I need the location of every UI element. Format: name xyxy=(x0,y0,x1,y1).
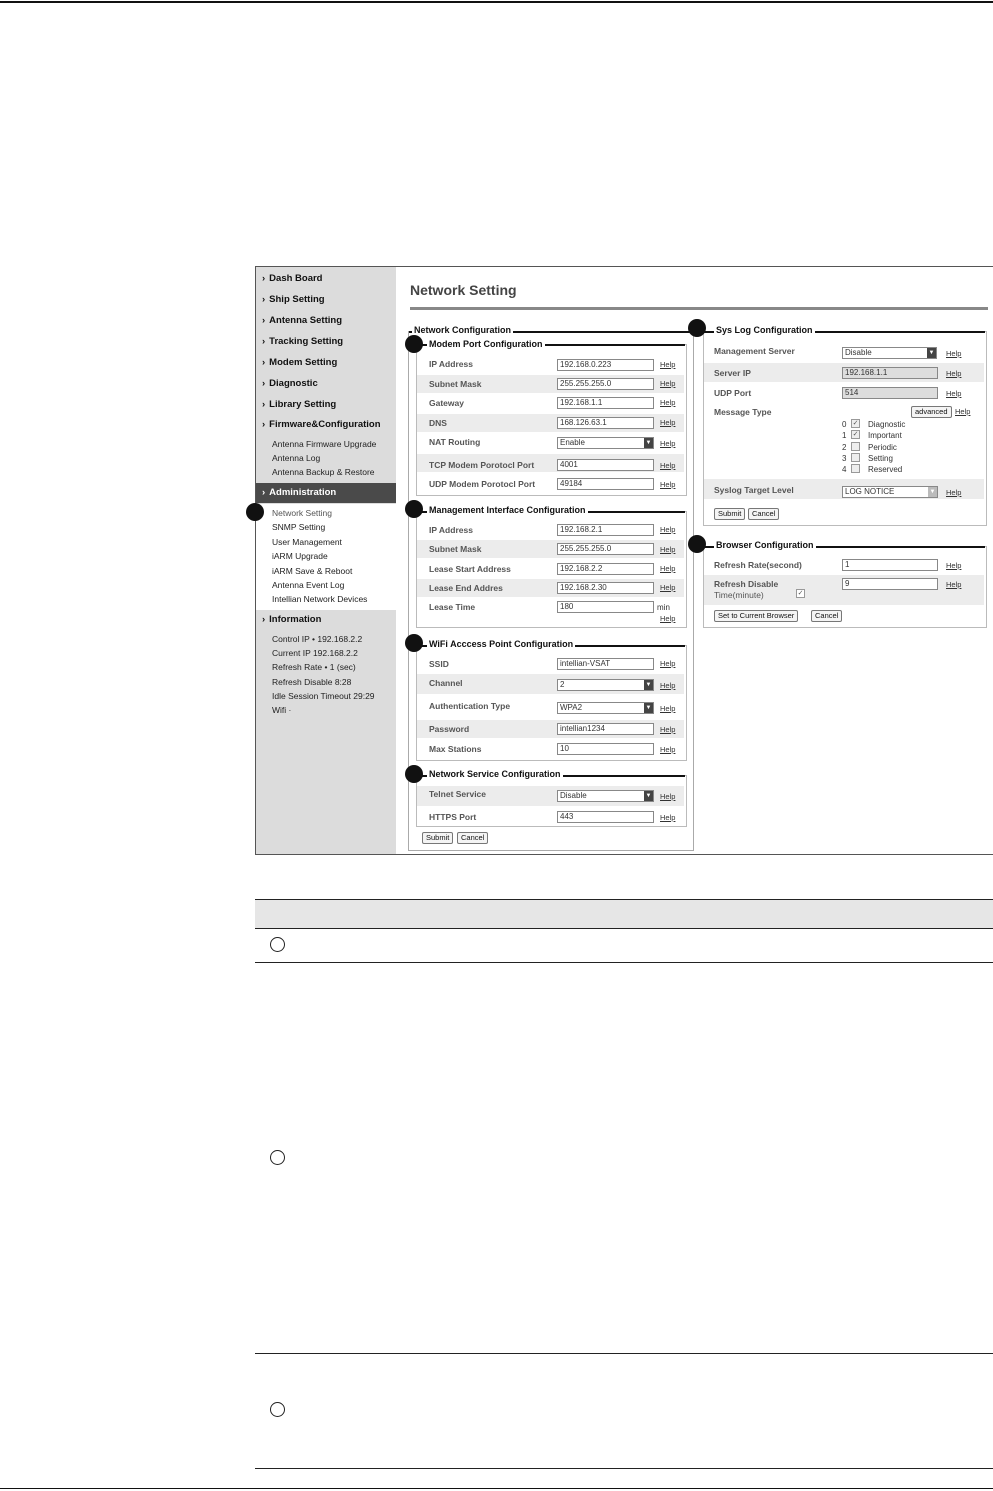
server-ip-input[interactable]: 192.168.1.1 xyxy=(842,367,938,379)
sidebar-sub-antenna-log[interactable]: Antenna Log xyxy=(272,453,321,463)
dropdown-arrow-icon: ▼ xyxy=(645,705,652,711)
table-header xyxy=(255,899,993,929)
sidebar-item-dashboard[interactable]: › Dash Board xyxy=(262,273,323,284)
sidebar-item-information[interactable]: › Information xyxy=(262,614,322,625)
table-row-divider xyxy=(255,1468,993,1469)
nat-routing-value: Enable xyxy=(560,438,585,447)
refresh-rate-label: Refresh Rate(second) xyxy=(714,560,802,570)
screenshot-frame xyxy=(255,266,993,855)
telnet-select[interactable] xyxy=(557,790,654,802)
network-submit-button[interactable]: Submit xyxy=(422,832,453,844)
help-link[interactable]: Help xyxy=(660,725,676,734)
modem-dns-input[interactable]: 168.126.63.1 xyxy=(557,417,654,429)
ssid-input[interactable]: intellian-VSAT xyxy=(557,658,654,670)
help-link[interactable]: Help xyxy=(955,407,971,416)
chevron-right-icon: › xyxy=(262,315,266,326)
modem-gateway-label: Gateway xyxy=(429,398,464,408)
mgmt-server-select[interactable] xyxy=(842,347,937,359)
help-link[interactable]: Help xyxy=(660,681,676,690)
item-circle xyxy=(270,1150,285,1165)
info-wifi: Wifi · xyxy=(272,705,292,715)
help-link[interactable]: Help xyxy=(660,813,676,822)
msg-type-checkbox[interactable] xyxy=(851,453,860,462)
item-circle xyxy=(270,1402,285,1417)
server-ip-label: Server IP xyxy=(714,368,751,378)
modem-subnet-label: Subnet Mask xyxy=(429,379,482,389)
nat-routing-select[interactable] xyxy=(557,437,654,449)
msg-type-name: Setting xyxy=(868,454,893,463)
modem-gateway-input[interactable]: 192.168.1.1 xyxy=(557,397,654,409)
help-link[interactable]: Help xyxy=(660,659,676,668)
chevron-right-icon: › xyxy=(262,419,266,430)
callout-dot xyxy=(405,500,423,518)
callout-dot xyxy=(405,765,423,783)
max-stations-input[interactable]: 10 xyxy=(557,743,654,755)
dropdown-arrow-icon: ▼ xyxy=(928,350,935,356)
help-link[interactable]: Help xyxy=(946,349,962,358)
udp-port-label: UDP Modem Porotocl Port xyxy=(429,479,536,489)
help-link[interactable]: Help xyxy=(946,580,962,589)
tcp-port-input[interactable]: 4001 xyxy=(557,459,654,471)
info-control-ip: Control IP • 192.168.2.2 xyxy=(272,634,363,644)
mgmt-ip-label: IP Address xyxy=(429,525,473,535)
item-circle xyxy=(270,937,285,952)
sidebar-item-administration[interactable]: › Administration xyxy=(256,483,396,503)
sidebar-item-modem-setting[interactable]: › Modem Setting xyxy=(262,357,338,368)
dropdown-arrow-icon: ▼ xyxy=(645,793,652,799)
msg-type-num: 0 xyxy=(842,420,847,429)
modem-port-legend: Modem Port Configuration xyxy=(429,339,543,349)
telnet-value: Disable xyxy=(560,791,587,800)
msg-type-num: 4 xyxy=(842,465,847,474)
nat-routing-label: NAT Routing xyxy=(429,437,481,447)
modem-ip-input[interactable]: 192.168.0.223 xyxy=(557,359,654,371)
msg-type-checkbox[interactable] xyxy=(851,442,860,451)
lease-end-label: Lease End Addres xyxy=(429,583,503,593)
help-link[interactable]: Help xyxy=(660,418,676,427)
info-current-ip: Current IP 192.168.2.2 xyxy=(272,648,358,658)
mgmt-ip-input[interactable]: 192.168.2.1 xyxy=(557,524,654,536)
mgmt-subnet-input[interactable]: 255.255.255.0 xyxy=(557,543,654,555)
chevron-right-icon: › xyxy=(262,336,266,347)
msg-type-checkbox[interactable] xyxy=(851,464,860,473)
channel-select[interactable] xyxy=(557,679,654,691)
mgmt-server-value: Disable xyxy=(845,348,872,357)
msg-type-name: Periodic xyxy=(868,443,897,452)
title-divider xyxy=(410,307,988,310)
help-link[interactable]: Help xyxy=(660,583,676,592)
advanced-button[interactable]: advanced xyxy=(911,406,952,418)
chevron-right-icon: › xyxy=(262,399,266,410)
message-type-label: Message Type xyxy=(714,407,772,417)
sidebar-item-library-setting[interactable]: › Library Setting xyxy=(262,399,337,410)
msg-type-num: 1 xyxy=(842,431,847,440)
dropdown-arrow-icon: ▼ xyxy=(645,440,652,446)
chevron-right-icon: › xyxy=(262,614,266,625)
help-link[interactable]: Help xyxy=(660,439,676,448)
syslog-udp-port-label: UDP Port xyxy=(714,388,752,398)
bottom-rule xyxy=(0,1488,993,1489)
mgmt-legend: Management Interface Configuration xyxy=(429,505,586,515)
top-rule xyxy=(0,1,993,3)
help-link[interactable]: Help xyxy=(946,488,962,497)
refresh-disable-label: Refresh Disable xyxy=(714,579,779,589)
modem-subnet-input[interactable]: 255.255.255.0 xyxy=(557,378,654,390)
syslog-submit-button[interactable]: Submit xyxy=(714,508,745,520)
msg-type-checkbox[interactable]: ✓ xyxy=(852,431,859,438)
msg-type-name: Important xyxy=(868,431,902,440)
help-link[interactable]: Help xyxy=(660,792,676,801)
set-current-browser-button[interactable]: Set to Current Browser xyxy=(714,610,798,622)
ssid-label: SSID xyxy=(429,659,449,669)
modem-dns-label: DNS xyxy=(429,418,447,428)
help-link[interactable]: Help xyxy=(660,379,676,388)
lease-start-label: Lease Start Address xyxy=(429,564,511,574)
sidebar-sub-antenna-backup-restore[interactable]: Antenna Backup & Restore xyxy=(272,467,375,477)
sidebar-sub-antenna-firmware-upgrade[interactable]: Antenna Firmware Upgrade xyxy=(272,439,377,449)
help-link[interactable]: Help xyxy=(660,545,676,554)
table-row-divider xyxy=(255,962,993,963)
help-link[interactable]: Help xyxy=(660,461,676,470)
help-link[interactable]: Help xyxy=(946,561,962,570)
tcp-port-label: TCP Modem Porotocl Port xyxy=(429,460,535,470)
channel-label: Channel xyxy=(429,678,463,688)
sidebar-item-antenna-setting[interactable]: › Antenna Setting xyxy=(262,315,343,326)
help-link[interactable]: Help xyxy=(946,389,962,398)
refresh-disable-checkbox[interactable]: ✓ xyxy=(797,590,804,597)
help-link[interactable]: Help xyxy=(660,398,676,407)
info-refresh-disable: Refresh Disable 8:28 xyxy=(272,677,352,687)
info-refresh-rate: Refresh Rate • 1 (sec) xyxy=(272,662,356,672)
mgmt-subnet-label: Subnet Mask xyxy=(429,544,482,554)
telnet-label: Telnet Service xyxy=(429,789,487,799)
help-link[interactable]: Help xyxy=(660,704,676,713)
network-config-legend: Network Configuration xyxy=(414,325,511,335)
dropdown-arrow-icon: ▼ xyxy=(645,682,652,688)
target-level-select[interactable] xyxy=(842,486,938,498)
sidebar-sub-iarm-save-reboot[interactable]: iARM Save & Reboot xyxy=(272,566,353,576)
sidebar-item-diagnostic[interactable]: › Diagnostic xyxy=(262,378,318,389)
refresh-rate-input[interactable]: 1 xyxy=(842,559,938,571)
auth-type-select[interactable] xyxy=(557,702,654,714)
chevron-right-icon: › xyxy=(262,378,266,389)
chevron-right-icon: › xyxy=(262,357,266,368)
auth-type-label: Authentication Type xyxy=(429,701,511,711)
sidebar-sub-iarm-upgrade[interactable]: iARM Upgrade xyxy=(272,551,328,561)
browser-legend: Browser Configuration xyxy=(716,540,814,550)
lease-start-input[interactable]: 192.168.2.2 xyxy=(557,563,654,575)
sidebar xyxy=(256,267,396,854)
lease-time-label: Lease Time xyxy=(429,602,476,612)
sidebar-item-tracking-setting[interactable]: › Tracking Setting xyxy=(262,336,344,347)
modem-ip-label: IP Address xyxy=(429,359,473,369)
udp-port-input[interactable]: 49184 xyxy=(557,478,654,490)
msg-type-checkbox[interactable]: ✓ xyxy=(852,420,859,427)
callout-dot xyxy=(688,319,706,337)
https-port-label: HTTPS Port xyxy=(429,812,477,822)
password-label: Password xyxy=(429,724,470,734)
help-link[interactable]: Help xyxy=(660,614,676,623)
syslog-cancel-button[interactable]: Cancel xyxy=(748,508,779,520)
password-input[interactable]: intellian1234 xyxy=(557,723,654,735)
page-title: Network Setting xyxy=(410,282,517,298)
channel-value: 2 xyxy=(560,680,565,689)
syslog-udp-port-input[interactable]: 514 xyxy=(842,387,938,399)
sidebar-sub-antenna-event-log[interactable]: Antenna Event Log xyxy=(272,580,345,590)
callout-dot xyxy=(246,503,264,521)
info-idle-session-timeout: Idle Session Timeout 29:29 xyxy=(272,691,375,701)
service-legend: Network Service Configuration xyxy=(429,769,561,779)
msg-type-num: 2 xyxy=(842,443,847,452)
main-content xyxy=(396,267,993,854)
lease-end-input[interactable]: 192.168.2.30 xyxy=(557,582,654,594)
mgmt-server-label: Management Server xyxy=(714,346,795,356)
sidebar-item-ship-setting[interactable]: › Ship Setting xyxy=(262,294,325,305)
wifi-legend: WiFi Acccess Point Configuration xyxy=(429,639,574,649)
msg-type-num: 3 xyxy=(842,454,847,463)
help-link[interactable]: Help xyxy=(660,745,676,754)
help-link[interactable]: Help xyxy=(660,480,676,489)
max-stations-label: Max Stations xyxy=(429,744,482,754)
sidebar-sub-intellian-network-devices[interactable]: Intellian Network Devices xyxy=(272,594,368,604)
help-link[interactable]: Help xyxy=(660,564,676,573)
sidebar-sub-snmp-setting[interactable]: SNMP Setting xyxy=(272,522,326,532)
refresh-disable-sublabel: Time(minute) xyxy=(714,590,764,600)
refresh-disable-input[interactable]: 9 xyxy=(842,578,938,590)
dropdown-arrow-icon: ▼ xyxy=(929,489,936,495)
msg-type-name: Reserved xyxy=(868,465,903,474)
help-link[interactable]: Help xyxy=(660,525,676,534)
msg-type-name: Diagnostic xyxy=(868,420,906,429)
callout-dot xyxy=(405,634,423,652)
help-link[interactable]: Help xyxy=(946,369,962,378)
help-link[interactable]: Help xyxy=(660,360,676,369)
auth-type-value: WPA2 xyxy=(560,703,583,712)
chevron-right-icon: › xyxy=(262,294,266,305)
callout-dot xyxy=(405,335,423,353)
sidebar-sub-network-setting[interactable]: Network Setting xyxy=(272,508,332,518)
target-level-label: Syslog Target Level xyxy=(714,485,794,495)
network-cancel-button[interactable]: Cancel xyxy=(457,832,488,844)
chevron-right-icon: › xyxy=(262,487,266,498)
target-level-value: LOG NOTICE xyxy=(845,487,895,496)
sidebar-sub-user-management[interactable]: User Management xyxy=(272,537,342,547)
browser-cancel-button[interactable]: Cancel xyxy=(811,610,842,622)
callout-dot xyxy=(688,535,706,553)
chevron-right-icon: › xyxy=(262,273,266,284)
lease-time-input[interactable]: 180 xyxy=(557,601,654,613)
sidebar-item-firmware-configuration[interactable]: › Firmware&Configuration xyxy=(262,419,381,430)
syslog-legend: Sys Log Configuration xyxy=(716,325,813,335)
table-row-divider xyxy=(255,1353,993,1354)
https-port-input[interactable]: 443 xyxy=(557,811,654,823)
lease-time-unit: min xyxy=(657,603,670,612)
